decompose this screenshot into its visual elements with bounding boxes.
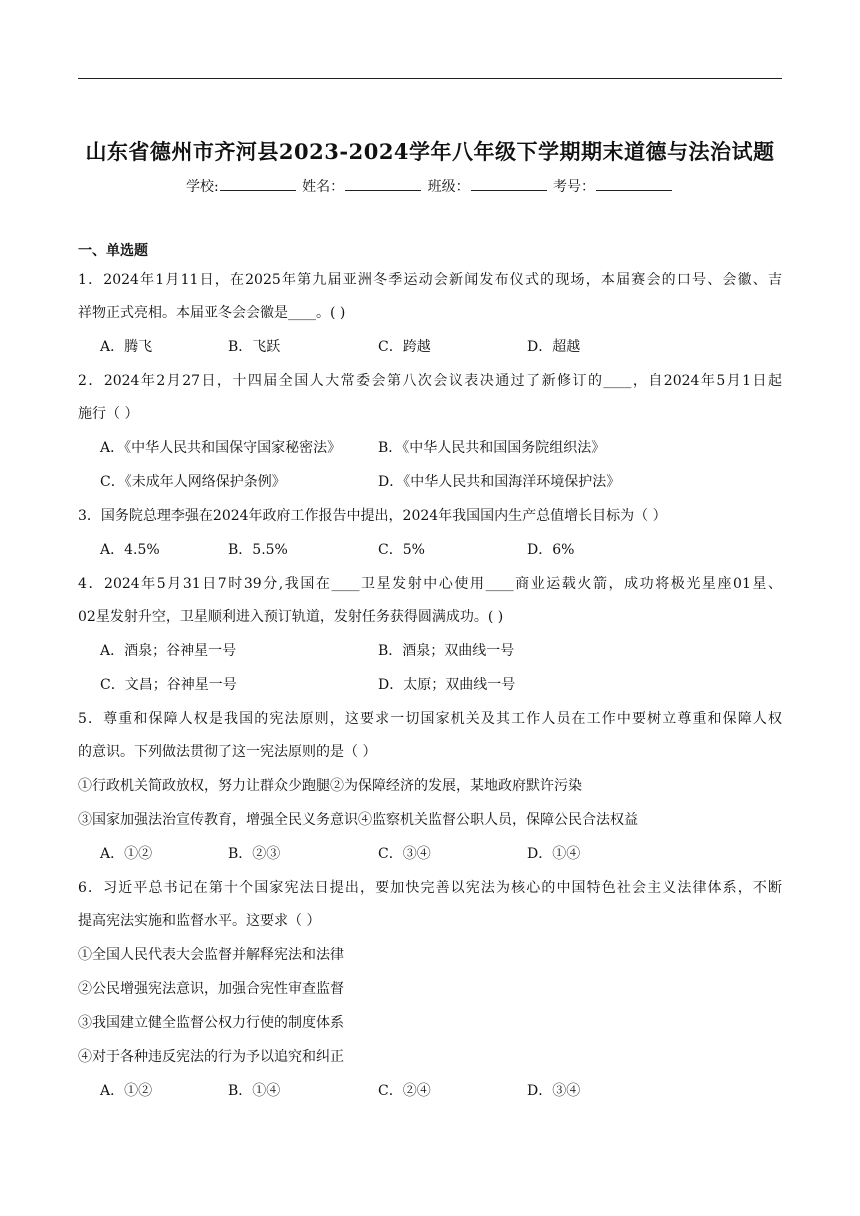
question-3-option-d[interactable]: D．6% [527,542,575,558]
question-5-statement-2: ③国家加强法治宣传教育，增强全民义务意识④监察机关监督公职人员，保障公民合法权益 [78,812,638,828]
question-5-option-d[interactable]: D．①④ [527,846,581,862]
question-4-option-c[interactable]: C．文昌；谷神星一号 [100,677,237,693]
exam-number-label: 考号： [553,179,596,195]
question-1-line-1: 1．2024年1月11日，在2025年第九届亚洲冬季运动会新闻发布仪式的现场，本届赛会的口号、会徽、吉 [78,272,782,288]
question-1-option-b[interactable]: B．飞跃 [228,339,281,355]
question-1-option-d[interactable]: D．超越 [527,339,581,355]
question-3-option-b[interactable]: B．5.5% [228,542,288,558]
question-4-line-1: 4．2024年5月31日7时39分,我国在____卫星发射中心使用____商业运载火箭，成功将极光星座01星、 [78,576,782,592]
question-3-option-c[interactable]: C．5% [378,542,425,558]
question-4-option-a[interactable]: A．酒泉；谷神星一号 [100,643,237,659]
question-4-line-2: 02星发射升空，卫星顺利进入预订轨道，发射任务获得圆满成功。( ) [78,609,504,625]
question-1-option-a[interactable]: A．腾飞 [100,339,153,355]
question-1-line-2: 祥物正式亮相。本届亚冬会会徽是____。( ) [78,305,346,321]
class-blank[interactable] [471,178,547,191]
school-label: 学校: [185,179,219,195]
exam-number-blank[interactable] [596,178,672,191]
question-6-option-c[interactable]: C．②④ [378,1083,431,1099]
name-label: 姓名： [302,179,345,195]
header-rule [78,78,782,79]
question-5-statement-1: ①行政机关简政放权，努力让群众少跑腿②为保障经济的发展，某地政府默许污染 [78,778,582,794]
question-5-line-2: 的意识。下列做法贯彻了这一宪法原则的是（ ） [78,744,377,760]
page-title: 山东省德州市齐河县2023-2024学年八年级下学期期末道德与法治试题 [85,139,775,164]
question-6-line-1: 6．习近平总书记在第十个国家宪法日提出，要加快完善以宪法为核心的中国特色社会主义法律体系，不断 [78,880,782,896]
question-6-statement-2: ②公民增强宪法意识，加强合宪性审查监督 [78,981,344,997]
question-6-line-2: 提高宪法实施和监督水平。这要求（ ） [78,913,321,929]
question-5-line-1: 5．尊重和保障人权是我国的宪法原则，这要求一切国家机关及其工作人员在工作中要树立尊重和保障人权 [78,711,782,727]
question-5-option-c[interactable]: C．③④ [378,846,431,862]
question-4-option-d[interactable]: D．太原；双曲线一号 [378,677,516,693]
question-5-option-a[interactable]: A．①② [100,846,153,862]
question-1-option-c[interactable]: C．跨越 [378,339,431,355]
question-2-option-b[interactable]: B．《中华人民共和国国务院组织法》 [378,440,606,456]
question-6-option-b[interactable]: B．①④ [228,1083,281,1099]
question-6-statement-3: ③我国建立健全监督公权力行使的制度体系 [78,1015,344,1031]
question-3-line-1: 3．国务院总理李强在2024年政府工作报告中提出，2024年我国国内生产总值增长目标为（ ） [78,508,667,524]
student-info-line [0,176,860,196]
school-blank[interactable] [220,178,296,191]
question-2-option-d[interactable]: D．《中华人民共和国海洋环境保护法》 [378,474,621,490]
question-4-option-b[interactable]: B．酒泉；双曲线一号 [378,643,515,659]
question-6-statement-1: ①全国人民代表大会监督并解释宪法和法律 [78,947,344,963]
question-2-line-1: 2．2024年2月27日，十四届全国人大常委会第八次会议表决通过了新修订的____，自2024年5月1日起 [78,373,782,389]
question-2-line-2: 施行（ ） [78,406,139,422]
question-2-option-c[interactable]: C．《未成年人网络保护条例》 [100,474,286,490]
name-blank[interactable] [345,178,421,191]
section-heading: 一、单选题 [78,243,148,259]
question-6-option-d[interactable]: D．③④ [527,1083,581,1099]
question-2-option-a[interactable]: A．《中华人民共和国保守国家秘密法》 [100,440,342,456]
question-6-statement-4: ④对于各种违反宪法的行为予以追究和纠正 [78,1049,344,1065]
class-label: 班级： [427,179,470,195]
question-6-option-a[interactable]: A．①② [100,1083,153,1099]
question-5-option-b[interactable]: B．②③ [228,846,281,862]
question-3-option-a[interactable]: A．4.5% [100,542,160,558]
